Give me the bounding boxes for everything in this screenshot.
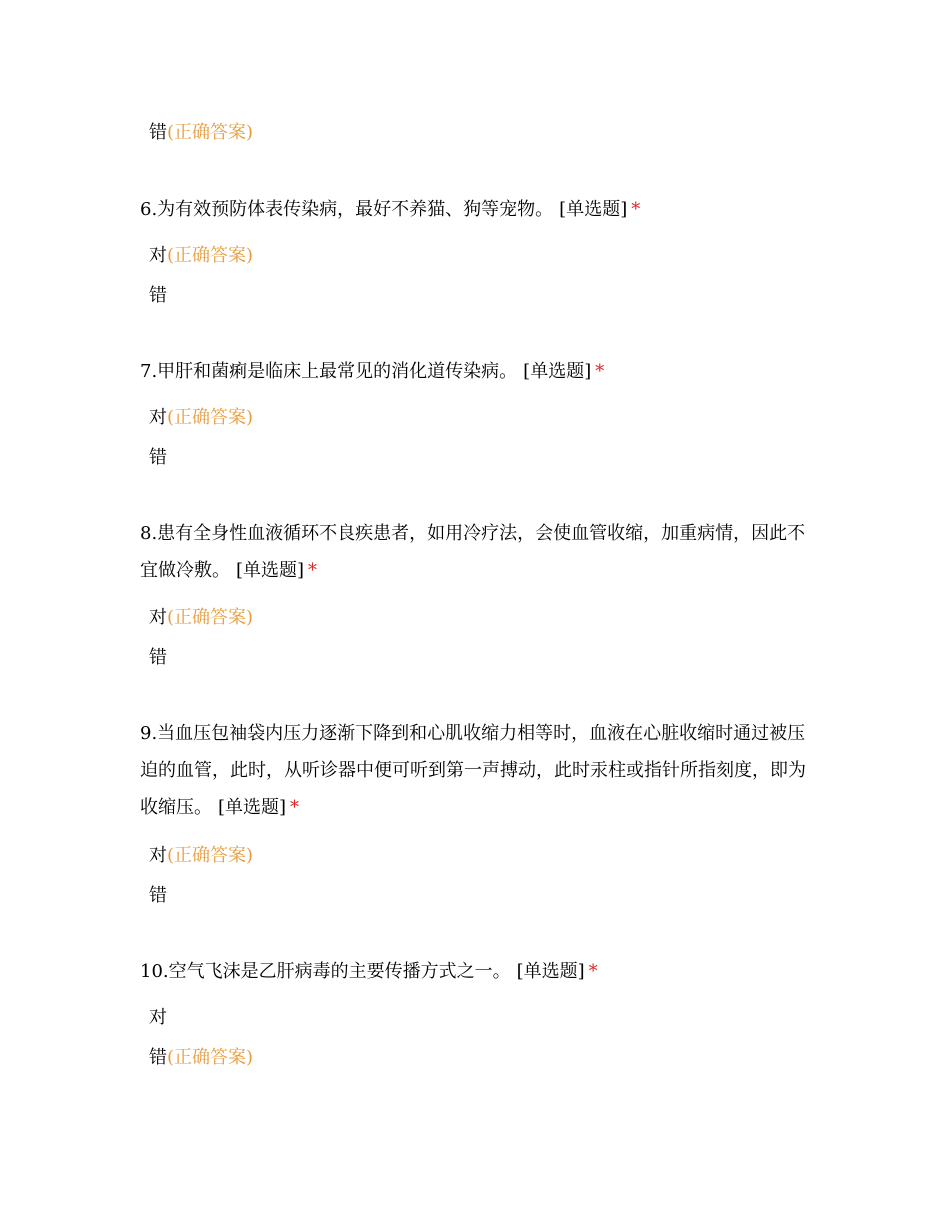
- option-label: 对: [149, 1007, 167, 1028]
- option-prev-false[interactable]: [149, 118, 253, 148]
- q9-option-true[interactable]: [149, 841, 253, 871]
- question-8: [140, 515, 820, 589]
- option-label: 错: [149, 885, 167, 906]
- q8-option-false[interactable]: [149, 643, 167, 673]
- q7-option-false[interactable]: [149, 443, 167, 473]
- question-text: 6.为有效预防体表传染病，最好不养猫、狗等宠物。: [140, 199, 554, 220]
- option-label: 错: [149, 285, 167, 306]
- question-9: [140, 715, 820, 826]
- question-text: 9.当血压包袖袋内压力逐渐下降到和心肌收缩力相等时，血液在心脏收缩时通过被压迫的血管，此时，从听诊器中便可听到第一声搏动，此时汞柱或指针所指刻度，即为收缩压。: [140, 723, 806, 818]
- option-label: 对: [149, 245, 167, 266]
- question-10: [140, 953, 820, 990]
- option-label: 对: [149, 407, 167, 428]
- q10-option-false[interactable]: [149, 1043, 253, 1073]
- question-type-tag: [单选题]: [559, 199, 628, 220]
- correct-answer-mark: (正确答案): [167, 1047, 254, 1068]
- correct-answer-mark: (正确答案): [167, 845, 254, 866]
- question-type-tag: [单选题]: [523, 361, 592, 382]
- correct-answer-mark: (正确答案): [167, 122, 254, 143]
- q6-option-true[interactable]: [149, 241, 253, 271]
- q9-option-false[interactable]: [149, 881, 167, 911]
- required-mark: *: [595, 361, 605, 382]
- q6-option-false[interactable]: [149, 281, 167, 311]
- q10-option-true[interactable]: [149, 1003, 167, 1033]
- q7-option-true[interactable]: [149, 403, 253, 433]
- correct-answer-mark: (正确答案): [167, 245, 254, 266]
- question-text: 7.甲肝和菌痢是临床上最常见的消化道传染病。: [140, 361, 518, 382]
- correct-answer-mark: (正确答案): [167, 607, 254, 628]
- question-type-tag: [单选题]: [516, 961, 585, 982]
- option-label: 错: [149, 1047, 167, 1068]
- required-mark: *: [290, 797, 300, 818]
- required-mark: *: [588, 961, 598, 982]
- required-mark: *: [631, 199, 641, 220]
- option-label: 对: [149, 845, 167, 866]
- question-type-tag: [单选题]: [236, 560, 305, 581]
- question-6: [140, 191, 820, 228]
- required-mark: *: [308, 560, 318, 581]
- option-label: 错: [149, 447, 167, 468]
- question-type-tag: [单选题]: [218, 797, 287, 818]
- option-label: 错: [149, 647, 167, 668]
- question-text: 10.空气飞沫是乙肝病毒的主要传播方式之一。: [140, 961, 511, 982]
- option-label: 错: [149, 122, 167, 143]
- correct-answer-mark: (正确答案): [167, 407, 254, 428]
- q8-option-true[interactable]: [149, 603, 253, 633]
- question-7: [140, 353, 820, 390]
- question-text: 8.患有全身性血液循环不良疾患者，如用冷疗法，会使血管收缩，加重病情，因此不宜做冷敷。: [140, 523, 806, 581]
- option-label: 对: [149, 607, 167, 628]
